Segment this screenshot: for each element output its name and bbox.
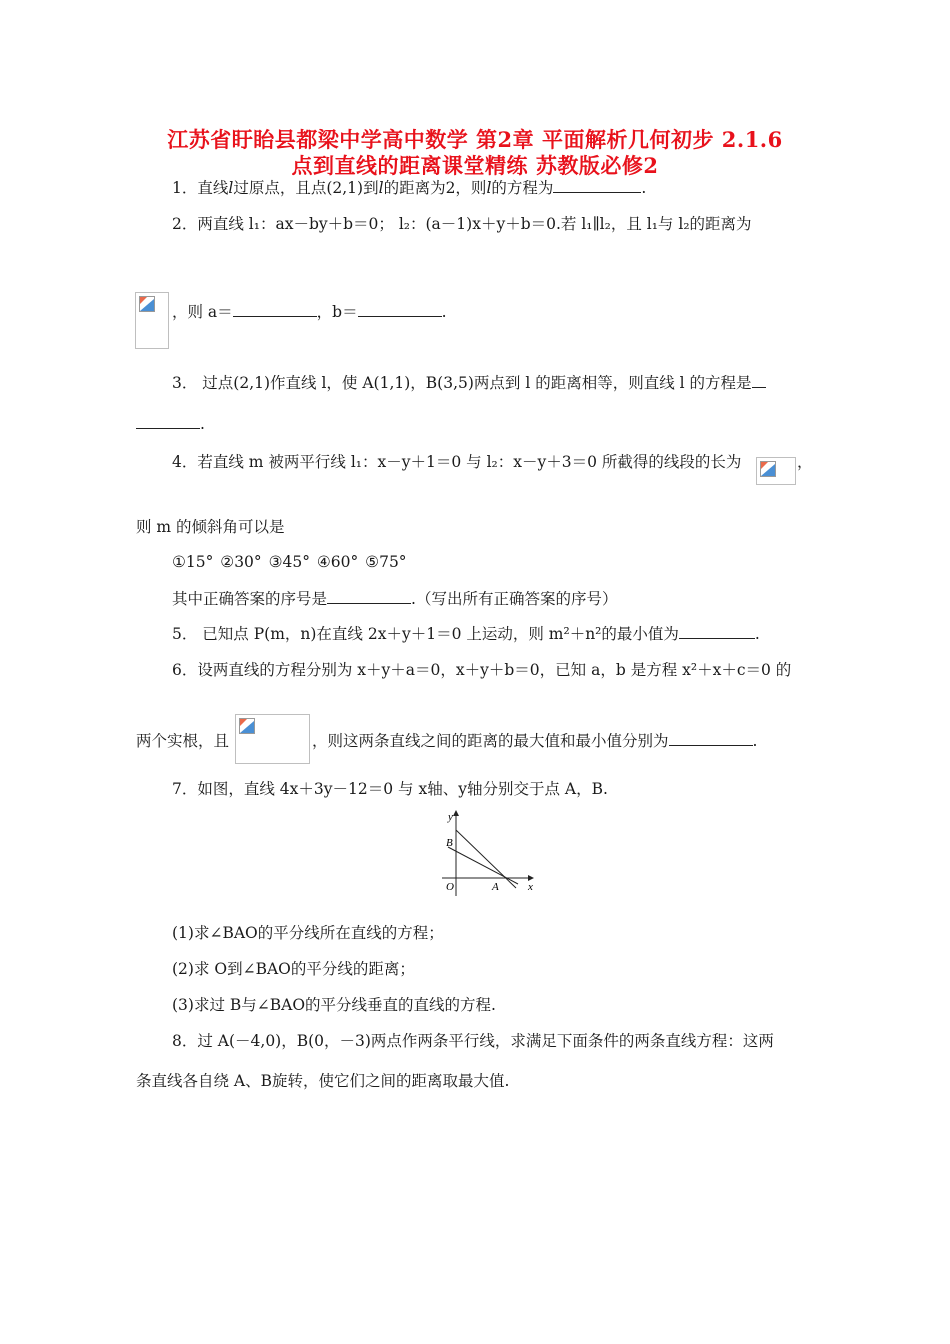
answer-blank (553, 178, 641, 193)
formula-image-placeholder (235, 714, 310, 764)
title-line-2: 点到直线的距离课堂精练 苏教版必修2 (291, 153, 659, 178)
question-6-line-1: 6．设两直线的方程分别为 x＋y＋a＝0，x＋y＋b＝0，已知 a，b 是方程 x²＋x＋c＝0 的 (172, 661, 792, 679)
label-y: y (448, 811, 453, 823)
q5-end: . (754, 625, 760, 643)
question-4-options: ①15° ②30° ③45° ④60° ⑤75° (172, 553, 407, 571)
question-6-line-2 (312, 731, 757, 751)
label-B: B (446, 837, 453, 849)
answer-blank (327, 589, 411, 604)
question-4-line-4 (172, 589, 617, 609)
answer-blank (669, 731, 753, 746)
q6-text: ，则这两条直线之间的距离的最大值和最小值分别为 (312, 732, 669, 750)
answer-blank (679, 624, 755, 639)
q4-note: .（写出所有正确答案的序号） (411, 590, 618, 608)
answer-blank-part1 (752, 373, 766, 388)
q2-end: . (441, 303, 447, 321)
question-4-line-2: 则 m 的倾斜角可以是 (136, 518, 285, 536)
question-3-line-2 (136, 414, 205, 434)
question-3-line-1 (172, 373, 766, 393)
question-2-line-2 (172, 302, 447, 322)
line-steep (456, 830, 516, 888)
question-5 (172, 624, 760, 644)
coordinate-figure (436, 806, 546, 898)
question-7-line-1: 7．如图，直线 4x＋3y－12＝0 与 x轴、y轴分别交于点 A，B. (172, 780, 608, 798)
q6-end: . (752, 732, 758, 750)
answer-blank-a (233, 302, 317, 317)
question-7-part-1: (1)求∠BAO的平分线所在直线的方程； (172, 924, 444, 942)
question-1 (172, 178, 646, 198)
question-7-part-3: (3)求过 B与∠BAO的平分线垂直的直线的方程. (172, 996, 496, 1014)
q1-var-l2: l (378, 179, 384, 197)
q6-line2-start: 两个实根，且 (136, 732, 230, 750)
formula-image-placeholder (135, 292, 169, 349)
label-O: O (446, 881, 454, 893)
label-A: A (492, 881, 499, 893)
answer-blank-b (358, 302, 442, 317)
q4-text: 其中正确答案的序号是 (172, 590, 328, 608)
q1-text-b: 过原点，且点(2,1)到 (233, 179, 379, 197)
y-arrow (453, 810, 459, 816)
q2-b-label: ，b＝ (316, 303, 358, 321)
formula-image-placeholder (756, 457, 796, 485)
question-7-part-2: (2)求 O到∠BAO的平分线的距离； (172, 960, 415, 978)
q3-text: 3． 过点(2,1)作直线 l，使 A(1,1)，B(3,5)两点到 l 的距离相等，则直线 l 的方程是 (172, 374, 752, 392)
question-8-line-2: 条直线各自绕 A、B旋转，使它们之间的距离取最大值. (136, 1072, 510, 1090)
q1-text-c: 的距离为2，则 (383, 179, 487, 197)
q2-a-label: ，则 a＝ (172, 303, 233, 321)
q1-end: . (641, 179, 647, 197)
q1-text-a: 1．直线 (172, 179, 229, 197)
q4-line1-end: ， (797, 453, 813, 471)
question-2-line-1: 2．两直线 l₁：ax－by＋b＝0； l₂：(a－1)x＋y＋b＝0.若 l₁∥l₂，且 l₁与 l₂的距离为 (172, 215, 752, 233)
label-x: x (528, 881, 533, 893)
question-4-line-1: 4．若直线 m 被两平行线 l₁：x－y＋1＝0 与 l₂：x－y＋3＝0 所截得的线段的长为 (172, 453, 742, 471)
q1-var-l3: l (486, 179, 492, 197)
broken-image-icon (139, 296, 155, 312)
answer-blank-part2 (136, 414, 200, 429)
question-8-line-1: 8．过 A(－4,0)，B(0，－3)两点作两条平行线，求满足下面条件的两条直线方程：这两 (172, 1032, 774, 1050)
broken-image-icon (760, 461, 776, 477)
title-line-1: 江苏省盱眙县都梁中学高中数学 第2章 平面解析几何初步 2.1.6 (167, 127, 783, 152)
q3-end: . (200, 415, 205, 433)
q5-text: 5． 已知点 P(m，n)在直线 2x＋y＋1＝0 上运动，则 m²＋n²的最小值为 (172, 625, 679, 643)
broken-image-icon (239, 718, 255, 734)
q1-text-d: 的方程为 (491, 179, 554, 197)
q1-var-l: l (228, 179, 234, 197)
figure-axes (442, 810, 534, 896)
